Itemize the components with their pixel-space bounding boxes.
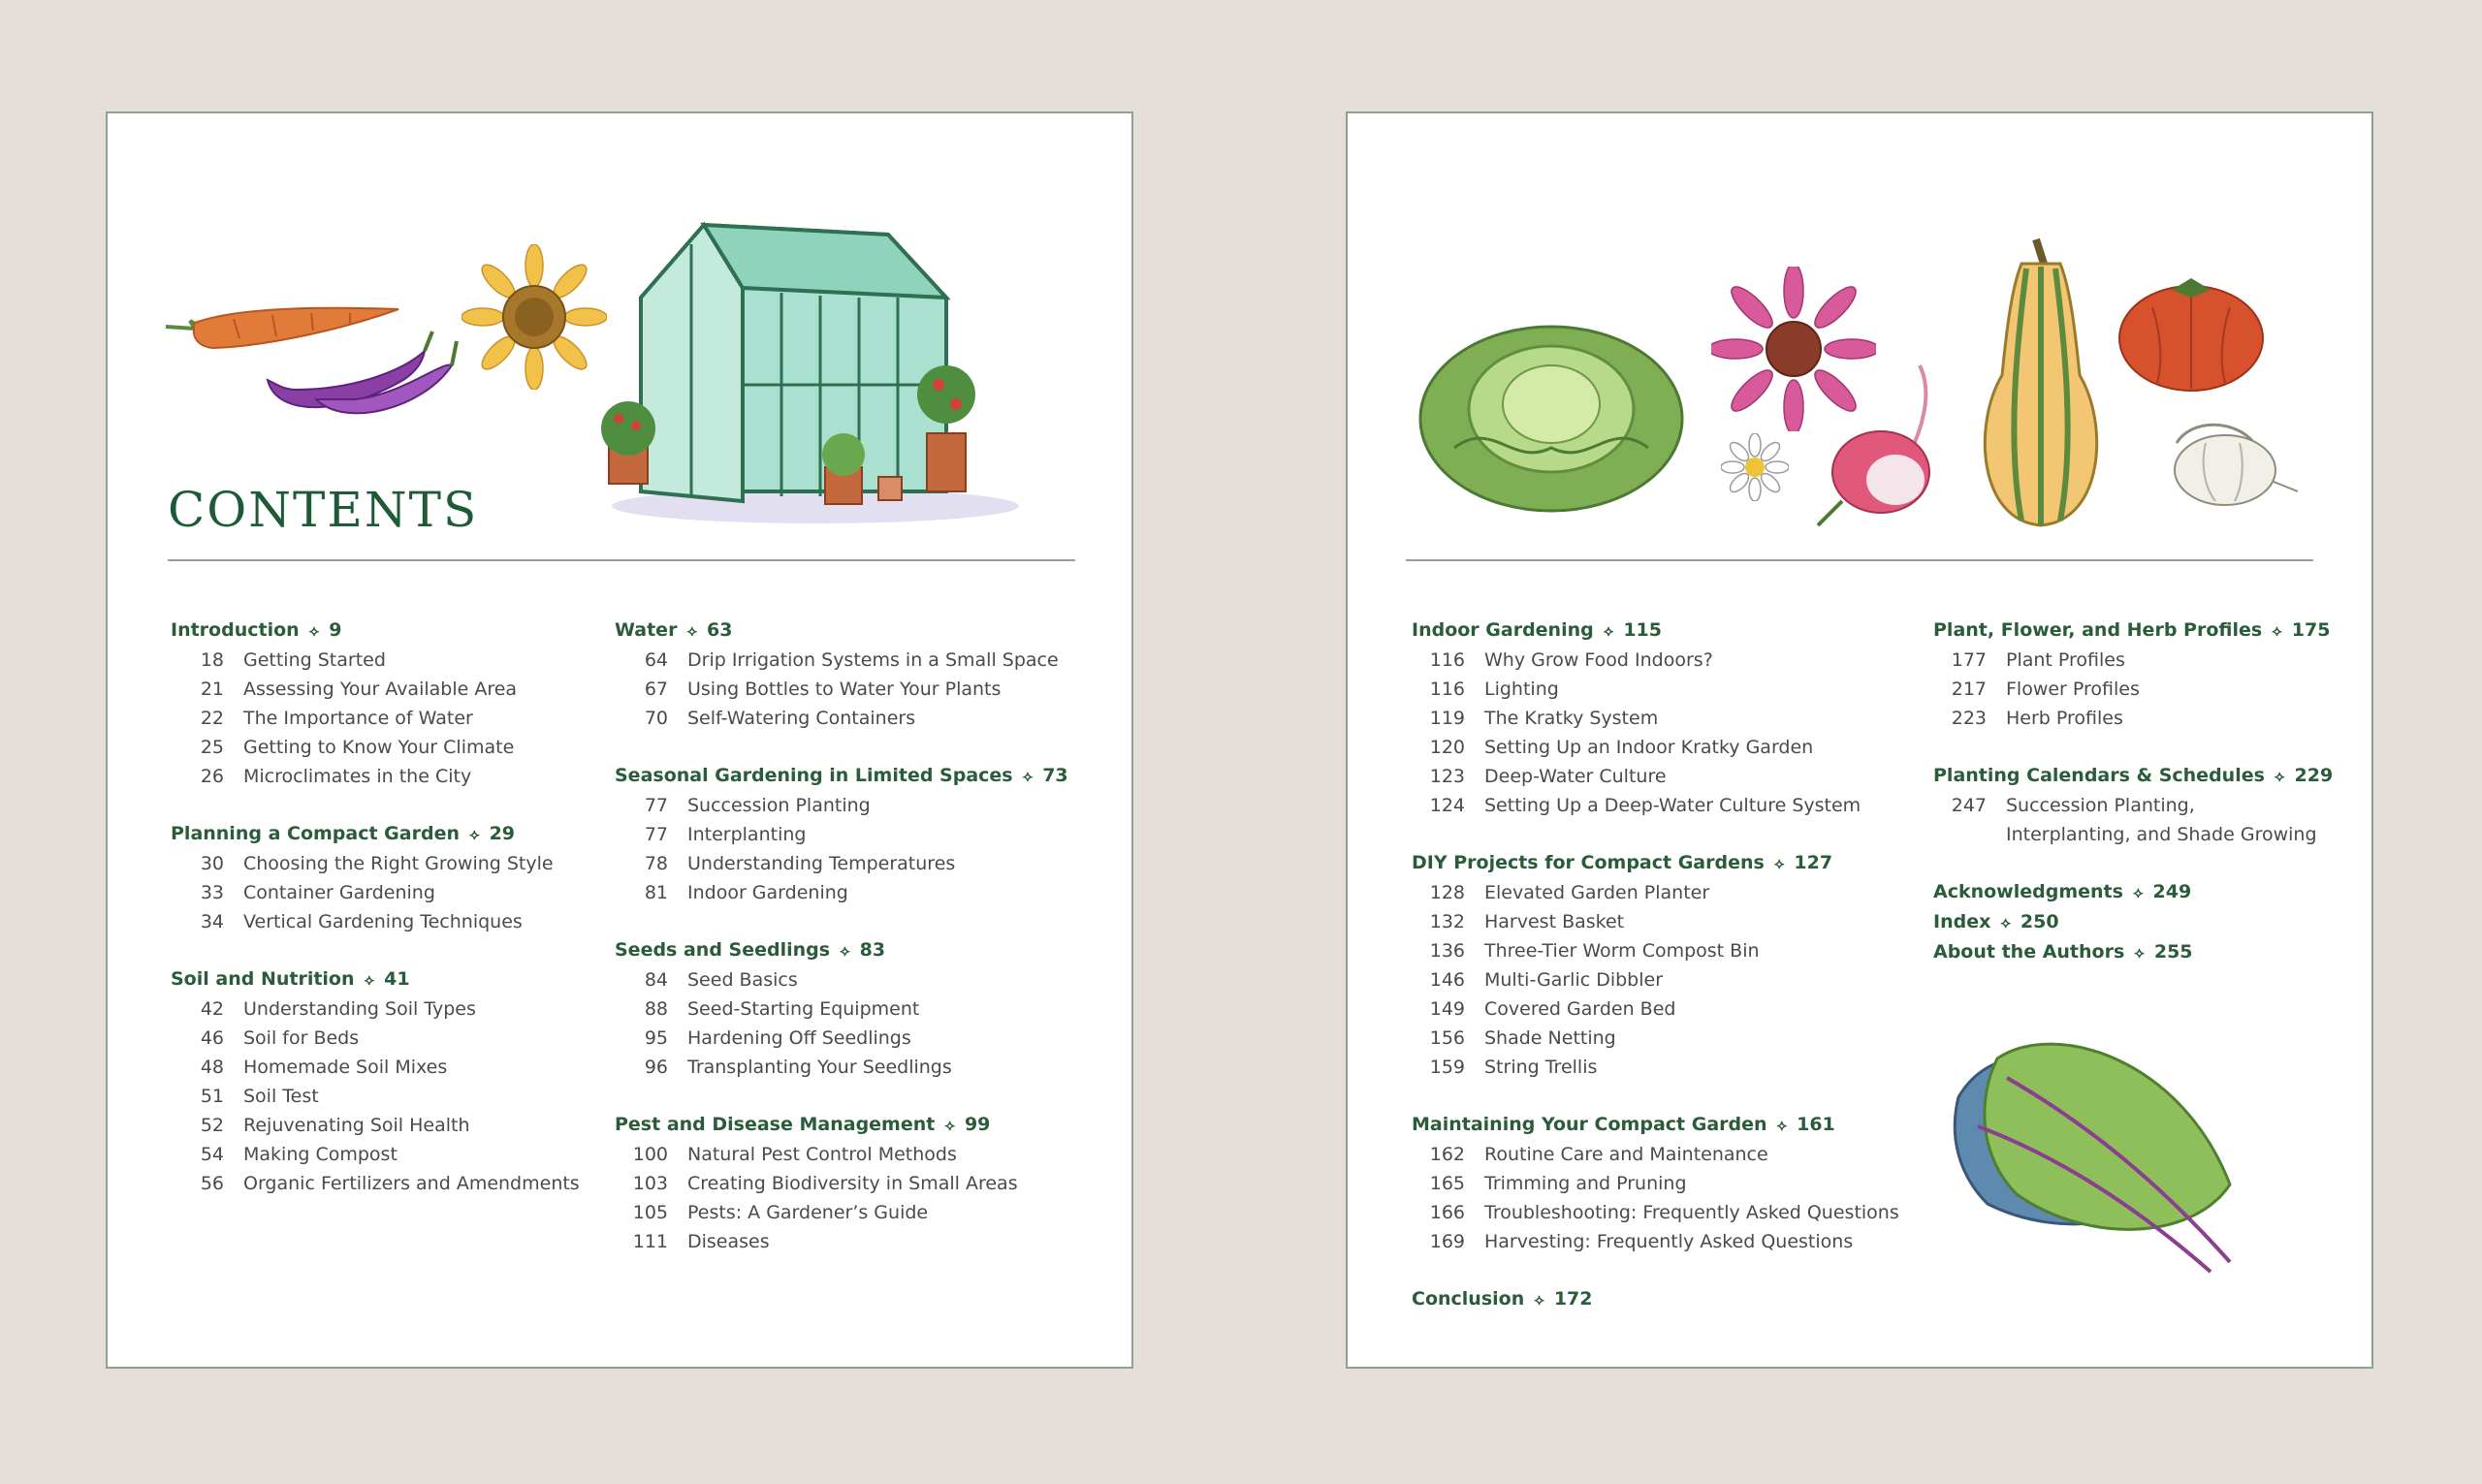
toc-entry[interactable]: 132 Harvest Basket — [1429, 911, 1625, 932]
toc-column-4 — [1933, 616, 2333, 995]
toc-entry[interactable]: Interplanting, and Shade Growing — [2006, 824, 2317, 845]
toc-entry[interactable]: 159 String Trellis — [1429, 1057, 1598, 1078]
toc-section — [1412, 1284, 1899, 1314]
toc-section — [615, 935, 1068, 1082]
left-page — [106, 111, 1133, 1369]
toc-entry[interactable]: 247 Succession Planting, — [1951, 795, 2195, 816]
radish-icon — [1803, 356, 1958, 530]
toc-entry[interactable]: 116 Why Grow Food Indoors? — [1429, 649, 1713, 671]
toc-section — [1933, 937, 2333, 967]
toc-section — [1933, 907, 2333, 937]
page-title: CONTENTS — [168, 482, 479, 538]
toc-entry[interactable]: 95 Hardening Off Seedlings — [644, 1027, 911, 1049]
toc-section — [615, 1110, 1068, 1256]
toc-entry[interactable]: 48 Homemade Soil Mixes — [200, 1057, 448, 1078]
toc-entry[interactable]: 116 Lighting — [1429, 679, 1559, 700]
toc-entry[interactable]: 100 Natural Pest Control Methods — [632, 1144, 957, 1165]
toc-section — [1412, 1110, 1899, 1256]
section-heading[interactable]: Indoor Gardening ⟡ 115 — [1412, 619, 1662, 641]
title-divider — [1406, 559, 2313, 561]
chili-peppers-icon — [258, 322, 461, 428]
toc-column-3 — [1412, 616, 1899, 1342]
squash-icon — [1968, 230, 2114, 540]
daisy-icon — [1721, 433, 1789, 501]
toc-section — [1933, 761, 2333, 849]
toc-entry[interactable]: 70 Self-Watering Containers — [644, 708, 916, 729]
toc-entry[interactable]: 34 Vertical Gardening Techniques — [200, 911, 523, 932]
toc-section — [1933, 877, 2333, 907]
toc-entry[interactable]: 26 Microclimates in the City — [200, 766, 472, 787]
toc-entry[interactable]: 96 Transplanting Your Seedlings — [644, 1057, 952, 1078]
toc-entry[interactable]: 177 Plant Profiles — [1951, 649, 2125, 671]
section-heading[interactable]: Planting Calendars & Schedules ⟡ 229 — [1933, 765, 2334, 786]
tomato-icon — [2114, 268, 2269, 395]
toc-entry[interactable]: 105 Pests: A Gardener’s Guide — [632, 1202, 929, 1223]
title-divider — [168, 559, 1075, 561]
cabbage-icon — [1416, 302, 1687, 516]
toc-entry[interactable]: 77 Succession Planting — [644, 795, 871, 816]
section-heading[interactable]: Index ⟡ 250 — [1933, 911, 2059, 932]
toc-entry[interactable]: 120 Setting Up an Indoor Kratky Garden — [1429, 737, 1814, 758]
section-heading[interactable]: DIY Projects for Compact Gardens ⟡ 127 — [1412, 852, 1833, 873]
toc-entry[interactable]: 84 Seed Basics — [644, 969, 798, 991]
toc-entry[interactable]: 77 Interplanting — [644, 824, 807, 845]
toc-entry[interactable]: 22 The Importance of Water — [200, 708, 473, 729]
toc-entry[interactable]: 156 Shade Netting — [1429, 1027, 1616, 1049]
toc-section — [1933, 616, 2333, 733]
toc-entry[interactable]: 54 Making Compost — [200, 1144, 398, 1165]
toc-entry[interactable]: 128 Elevated Garden Planter — [1429, 882, 1710, 903]
toc-entry[interactable]: 51 Soil Test — [200, 1086, 319, 1107]
toc-entry[interactable]: 124 Setting Up a Deep-Water Culture System — [1429, 795, 1862, 816]
section-heading[interactable]: Plant, Flower, and Herb Profiles ⟡ 175 — [1933, 619, 2331, 641]
toc-entry[interactable]: 18 Getting Started — [200, 649, 386, 671]
section-heading[interactable]: Seasonal Gardening in Limited Spaces ⟡ 73 — [615, 765, 1068, 786]
section-heading[interactable]: Maintaining Your Compact Garden ⟡ 161 — [1412, 1114, 1835, 1135]
section-heading[interactable]: Seeds and Seedlings ⟡ 83 — [615, 939, 886, 961]
right-page — [1346, 111, 2373, 1369]
toc-section — [1412, 616, 1899, 820]
section-heading[interactable]: Planning a Compact Garden ⟡ 29 — [171, 823, 516, 844]
toc-entry[interactable]: 149 Covered Garden Bed — [1429, 998, 1676, 1020]
toc-entry[interactable]: 64 Drip Irrigation Systems in a Small Space — [644, 649, 1059, 671]
toc-entry[interactable]: 123 Deep-Water Culture — [1429, 766, 1667, 787]
toc-entry[interactable]: 165 Trimming and Pruning — [1429, 1173, 1687, 1194]
garlic-icon — [2148, 404, 2303, 511]
toc-entry[interactable]: 56 Organic Fertilizers and Amendments — [200, 1173, 580, 1194]
toc-entry[interactable]: 88 Seed-Starting Equipment — [644, 998, 920, 1020]
toc-column-2 — [615, 616, 1068, 1284]
toc-entry[interactable]: 42 Understanding Soil Types — [200, 998, 476, 1020]
section-heading[interactable]: Soil and Nutrition ⟡ 41 — [171, 968, 410, 990]
toc-entry[interactable]: 81 Indoor Gardening — [644, 882, 848, 903]
toc-entry[interactable]: 169 Harvesting: Frequently Asked Questions — [1429, 1231, 1854, 1252]
toc-entry[interactable]: 119 The Kratky System — [1429, 708, 1659, 729]
section-heading[interactable]: About the Authors ⟡ 255 — [1933, 941, 2193, 963]
toc-section — [171, 964, 580, 1198]
toc-entry[interactable]: 30 Choosing the Right Growing Style — [200, 853, 554, 874]
kale-icon — [1939, 1020, 2259, 1286]
section-heading[interactable]: Acknowledgments ⟡ 249 — [1933, 881, 2192, 902]
toc-entry[interactable]: 67 Using Bottles to Water Your Plants — [644, 679, 1002, 700]
toc-entry[interactable]: 78 Understanding Temperatures — [644, 853, 956, 874]
toc-section — [615, 761, 1068, 907]
toc-entry[interactable]: 25 Getting to Know Your Climate — [200, 737, 515, 758]
toc-entry[interactable]: 136 Three-Tier Worm Compost Bin — [1429, 940, 1760, 962]
toc-entry[interactable]: 146 Multi-Garlic Dibbler — [1429, 969, 1664, 991]
toc-entry[interactable]: 223 Herb Profiles — [1951, 708, 2123, 729]
toc-entry[interactable]: 166 Troubleshooting: Frequently Asked Questions — [1429, 1202, 1899, 1223]
toc-entry[interactable]: 33 Container Gardening — [200, 882, 435, 903]
section-heading[interactable]: Water ⟡ 63 — [615, 619, 733, 641]
toc-column-1 — [171, 616, 580, 1226]
toc-entry[interactable]: 162 Routine Care and Maintenance — [1429, 1144, 1768, 1165]
greenhouse-icon — [597, 201, 1034, 530]
toc-entry[interactable]: 111 Diseases — [632, 1231, 770, 1252]
toc-section — [1412, 848, 1899, 1082]
toc-section — [171, 616, 580, 791]
section-heading[interactable]: Pest and Disease Management ⟡ 99 — [615, 1114, 991, 1135]
toc-entry[interactable]: 217 Flower Profiles — [1951, 679, 2140, 700]
toc-entry[interactable]: 21 Assessing Your Available Area — [200, 679, 518, 700]
toc-entry[interactable]: 103 Creating Biodiversity in Small Areas — [632, 1173, 1018, 1194]
toc-section — [615, 616, 1068, 733]
toc-section — [171, 819, 580, 936]
toc-entry[interactable]: 52 Rejuvenating Soil Health — [200, 1115, 470, 1136]
sunflower-icon — [461, 244, 607, 390]
section-heading[interactable]: Introduction ⟡ 9 — [171, 619, 342, 641]
toc-entry[interactable]: 46 Soil for Beds — [200, 1027, 360, 1049]
section-heading[interactable]: Conclusion ⟡ 172 — [1412, 1288, 1593, 1310]
